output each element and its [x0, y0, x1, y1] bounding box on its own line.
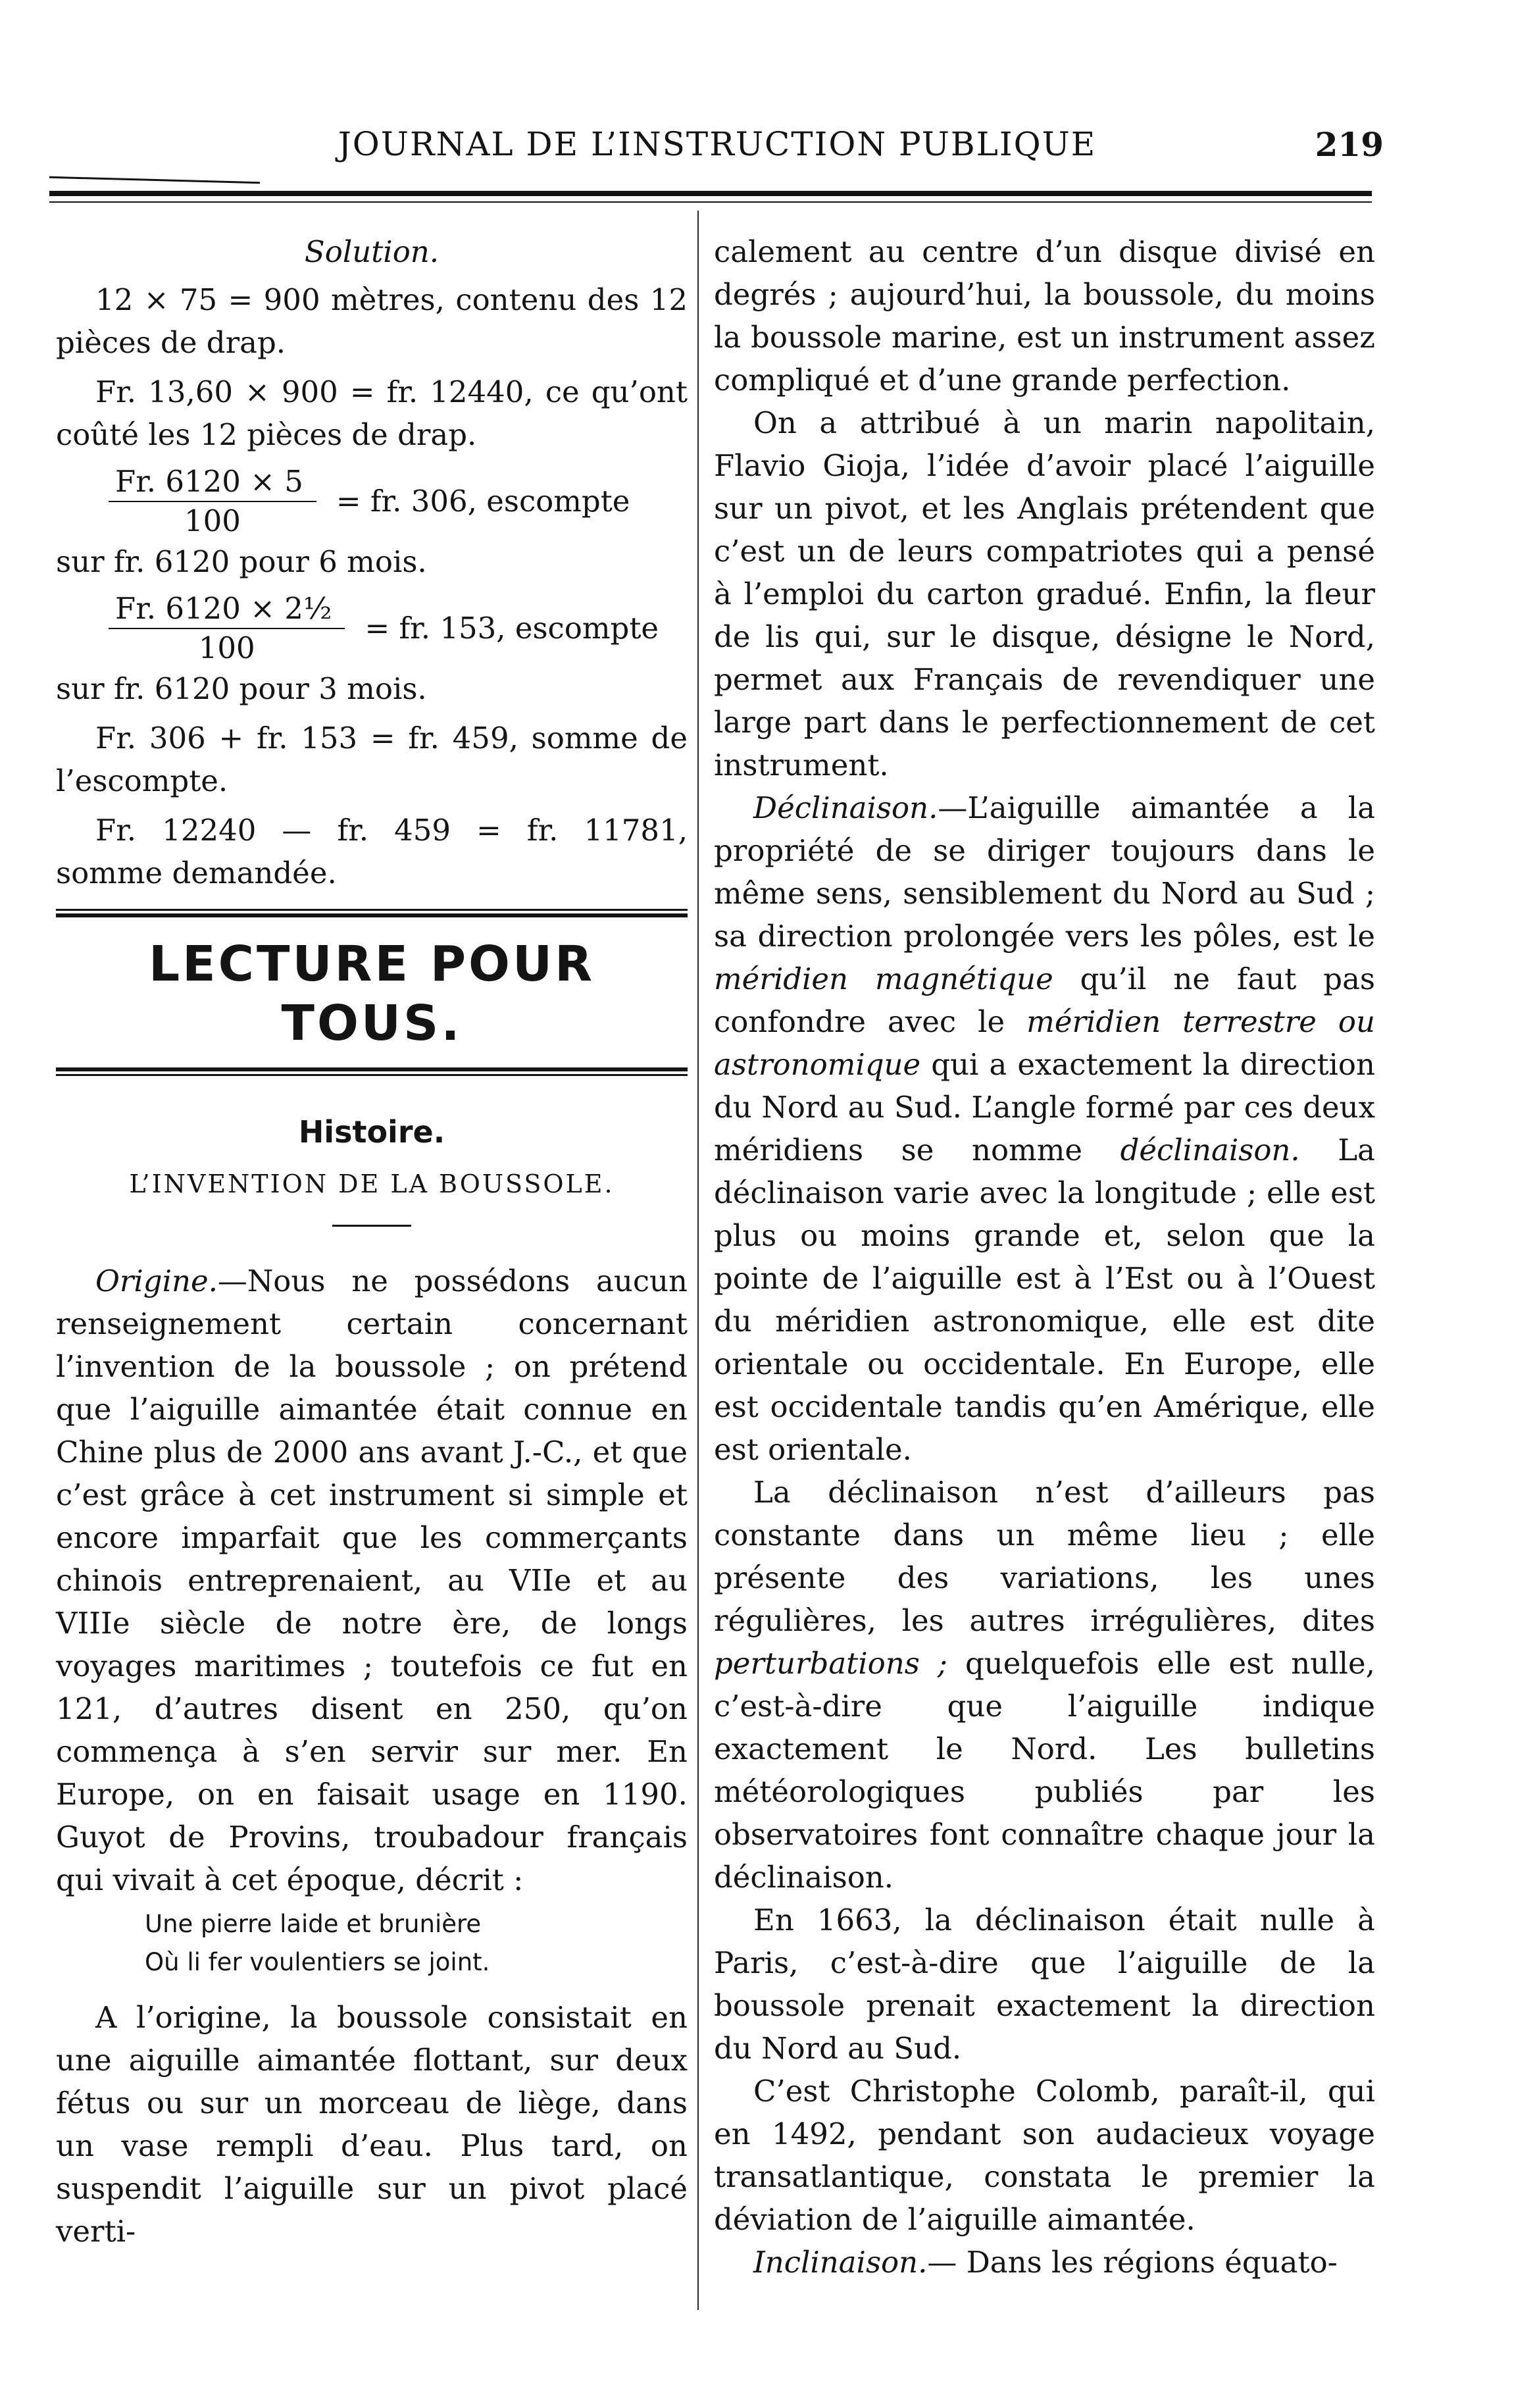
header-ornament-rule	[49, 176, 260, 184]
paragraph: calement au centre d’un disque divisé en degrés ; aujourd’hui, la boussole, du moins la boussole marine, est un instrument assez compliqué et d’une grande perfection.	[714, 234, 1375, 397]
short-rule	[332, 1225, 411, 1227]
fraction-numerator: Fr. 6120 × 2½	[109, 590, 345, 629]
paragraph: A l’origine, la boussole consistait en une aiguille aimantée flottant, sur deux fétus ou sur un morceau de liège, dans un vase rempli d’eau. Plus tard, on suspendit l’aiguille sur un pivot placé verti-	[56, 2000, 688, 2249]
fraction-denominator: 100	[184, 503, 241, 538]
fraction-result: = fr. 306, escompte	[336, 484, 630, 519]
calc-line: sur fr. 6120 pour 3 mois.	[56, 671, 427, 706]
fraction-equation	[56, 590, 688, 667]
paragraph-lead: Déclinaison.	[753, 790, 938, 825]
subsection-heading: Histoire.	[298, 1114, 445, 1150]
article-title: L’INVENTION DE LA BOUSSOLE.	[129, 1169, 615, 1198]
verse-line: Une pierre laide et brunière	[145, 1910, 482, 1938]
paragraph: On a attribué à un marin napolitain, Flavio Gioja, l’idée d’avoir placé l’aiguille sur un pivot, et les Anglais prétendent que c’est un de leurs compatriotes qui a pensé à l’emploi du carton gradué. Enfin, la fleur de lis qui, sur le disque, désigne le Nord, permet aux Français de revendiquer une large part dans le perfectionnement de cet instrument.	[714, 405, 1375, 782]
paragraph-lead: Inclinaison.	[753, 2245, 928, 2280]
paragraph: C’est Christophe Colomb, paraît-il, qui en 1492, pendant son audacieux voyage transatlantique, constata le premier la déviation de l’aiguille aimantée.	[714, 2074, 1375, 2237]
left-column	[56, 230, 688, 2253]
fraction-equation	[56, 463, 688, 540]
fraction-denominator: 100	[198, 630, 255, 665]
verse-quote	[56, 1905, 688, 1982]
calc-line: Fr. 306 + fr. 153 = fr. 459, somme de l’escompte.	[56, 721, 688, 798]
page-number: 219	[1315, 125, 1384, 164]
paragraph: La déclinaison n’est d’ailleurs pas constante dans un même lieu ; elle présente des variations, les unes régulières, les autres irrégulières, dites perturbations ; quelquefois elle est nulle, c’est-à-dire que l’aiguille indique exactement le Nord. Les bulletins météorologiques publiés par les observatoires font connaître chaque jour la déclinaison.	[714, 1475, 1375, 1895]
paragraph: Origine.—Nous ne possédons aucun renseignement certain concernant l’invention de la boussole ; on prétend que l’aiguille aimantée était connue en Chine plus de 2000 ans avant J.-C., et que c’est grâce à cet instrument si simple et encore imparfait que les commerçants chinois entreprenaient, au VIIe et au VIIIe siècle de notre ère, de longs voyages maritimes ; toutefois ce fut en 121, d’autres disent en 250, qu’on commença à s’en servir sur mer. En Europe, on en faisait usage en 1190. Guyot de Provins, troubadour français qui vivait à cet époque, décrit :	[56, 1264, 688, 1897]
solution-heading: Solution.	[304, 234, 440, 269]
calc-line: Fr. 13,60 × 900 = fr. 12440, ce qu’ont coûté les 12 pièces de drap.	[56, 374, 688, 452]
paragraph: Déclinaison.—L’aiguille aimantée a la propriété de se diriger toujours dans le même sens, sensiblement du Nord au Sud ; sa direction prolongée vers les pôles, est le méridien magnétique qu’il ne faut pas confondre avec le méridien terrestre ou astronomique qui a exactement la direction du Nord au Sud. L’angle formé par ces deux méridiens se nomme déclinaison. La déclinaison varie avec la longitude ; elle est plus ou moins grande et, selon que la pointe de l’aiguille est à l’Est ou à l’Ouest du méridien astronomique, elle est dite orientale ou occidentale. En Europe, elle est occidentale tandis qu’en Amérique, elle est orientale.	[714, 790, 1376, 1467]
fraction	[109, 463, 316, 540]
section-rule	[56, 1067, 688, 1071]
fraction	[109, 590, 345, 667]
calc-line: sur fr. 6120 pour 6 mois.	[56, 544, 427, 579]
paragraph-lead: Origine.	[95, 1264, 218, 1298]
right-column	[714, 230, 1375, 2284]
section-rule	[56, 909, 688, 911]
section-rule	[56, 913, 688, 917]
calc-line: 12 × 75 = 900 mètres, contenu des 12 pièces de drap.	[56, 282, 688, 360]
running-title: JOURNAL DE L’INSTRUCTION PUBLIQUE	[338, 125, 1097, 163]
fraction-numerator: Fr. 6120 × 5	[109, 463, 316, 502]
column-divider	[697, 211, 699, 2310]
calc-line: Fr. 12240 — fr. 459 = fr. 11781, somme demandée.	[56, 813, 688, 890]
section-rule	[56, 1074, 688, 1076]
section-title: LECTURE POUR TOUS.	[148, 936, 595, 1052]
paragraph: En 1663, la déclinaison était nulle à Paris, c’est-à-dire que l’aiguille de la boussole prenait exactement la direction du Nord au Sud.	[714, 1903, 1375, 2066]
header-rule	[49, 191, 1372, 203]
verse-line: Où li fer voulentiers se joint.	[145, 1948, 490, 1976]
paragraph: Inclinaison.— Dans les régions équato-	[753, 2245, 1338, 2280]
fraction-result: = fr. 153, escompte	[365, 611, 659, 646]
